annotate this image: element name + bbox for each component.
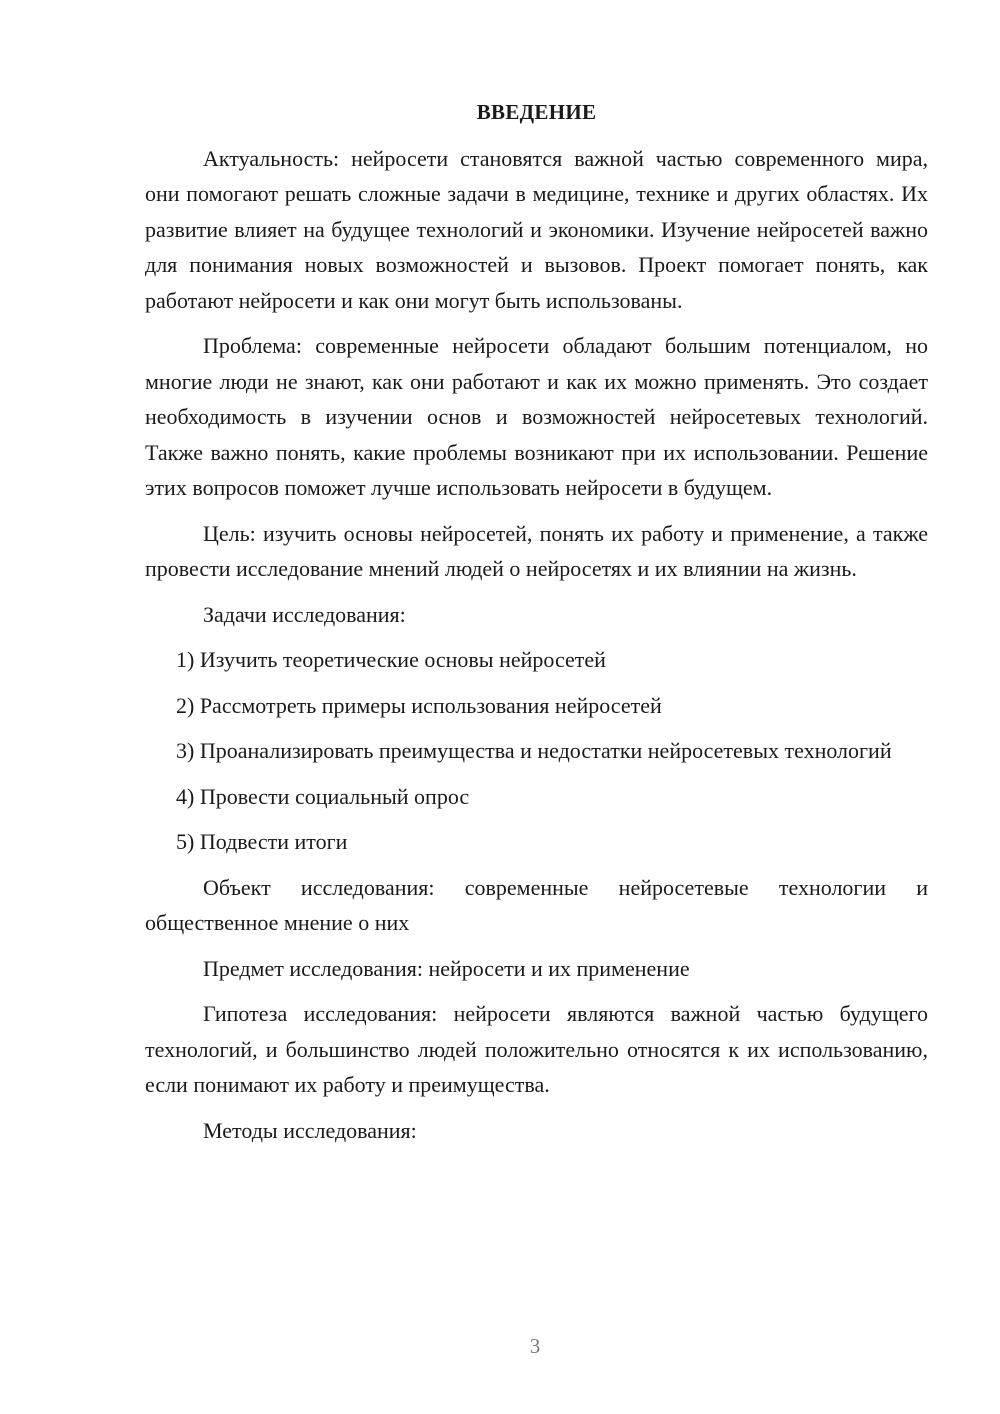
hypothesis-paragraph: Гипотеза исследования: нейросети являются важной частью будущего технологий, и большинство людей положительно относятся к их использованию, если понимают их работу и преимущества. <box>145 1001 928 1097</box>
subject-paragraph: Предмет исследования: нейросети и их применение <box>203 955 690 981</box>
object-paragraph: Объект исследования: современные нейросетевые технологии и общественное мнение о них <box>145 874 928 935</box>
task-item: 1) Изучить теоретические основы нейросетей <box>176 647 606 672</box>
goal-paragraph: Цель: изучить основы нейросетей, понять их работу и применение, а также провести исследование мнений людей о нейросетях и их влиянии на жизнь. <box>145 520 928 581</box>
tasks-heading: Задачи исследования: <box>203 601 406 627</box>
section-title: ВВЕДЕНИЕ <box>476 100 597 124</box>
task-item: 4) Провести социальный опрос <box>176 783 470 809</box>
methods-heading: Методы исследования: <box>203 1117 417 1143</box>
task-item: 2) Рассмотреть примеры использования нейросетей <box>176 692 662 718</box>
task-item: 3) Проанализировать преимущества и недостатки нейросетевых технологий <box>176 738 892 763</box>
problem-paragraph: Проблема: современные нейросети обладают большим потенциалом, но многие люди не знают, как они работают и как их можно применять. Это создает необходимость в изучении основ и возможностей нейросетевых технологий. Также важно понять, какие проблемы возникают при их использовании. Решение этих вопросов поможет лучше использовать нейросети в будущем. <box>145 333 928 500</box>
page-number: 3 <box>529 1334 541 1358</box>
task-item: 5) Подвести итоги <box>176 829 348 854</box>
document-body <box>145 95 928 1158</box>
relevance-paragraph: Актуальность: нейросети становятся важной частью современного мира, они помогают решать сложные задачи в медицине, технике и других областях. Их развитие влияет на будущее технологий и экономики. Изучение нейросетей важно для понимания новых возможностей и вызовов. Проект помогает понять, как работают нейросети и как они могут быть использованы. <box>145 145 928 313</box>
